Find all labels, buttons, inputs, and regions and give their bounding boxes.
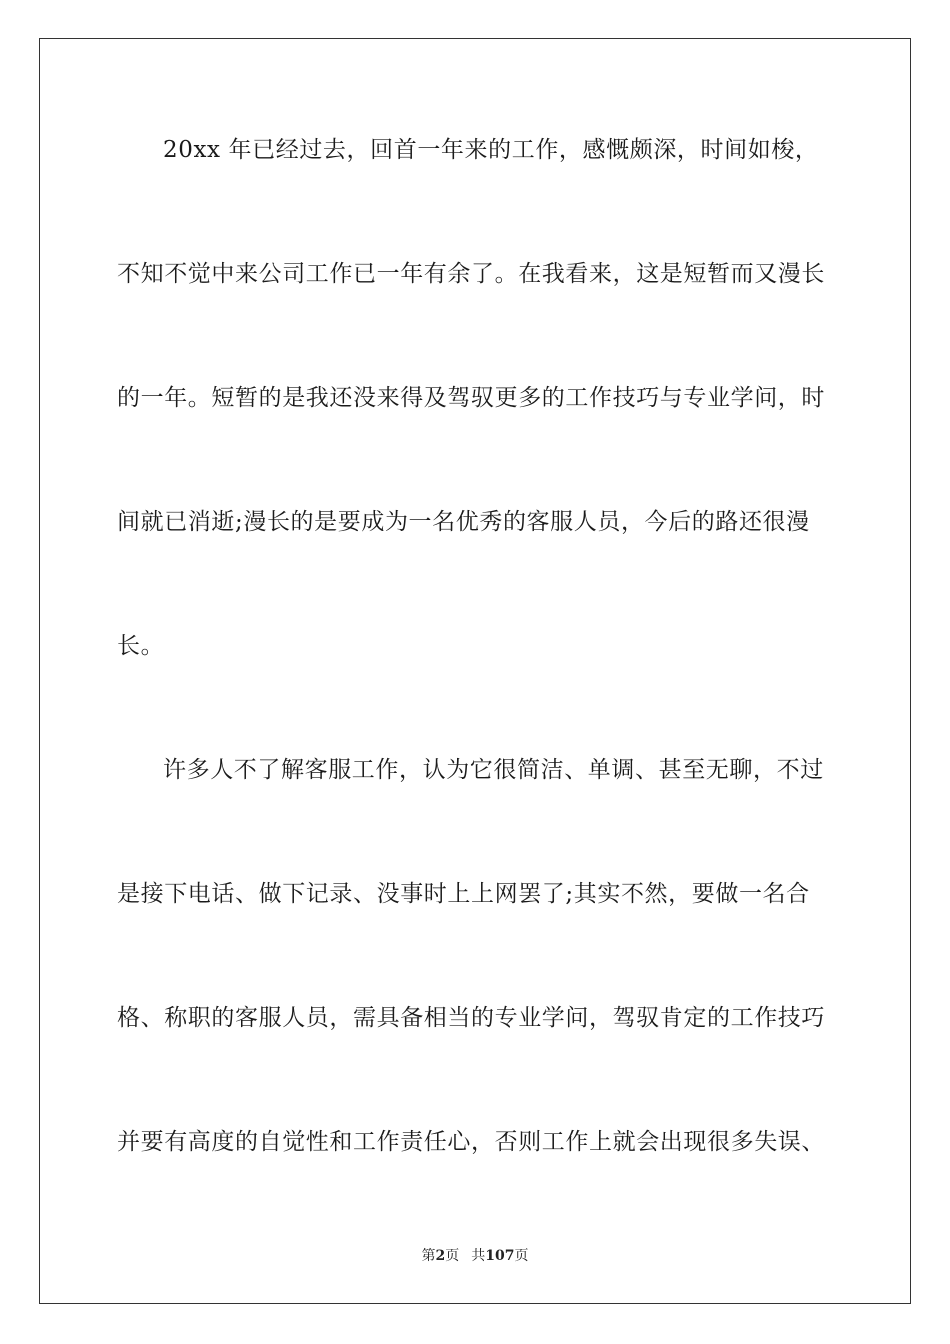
paragraph-2-line-2: 是接下电话、做下记录、没事时上上网罢了;其实不然，要做一名合 [117,881,810,907]
page-current: 2 [435,1248,446,1264]
paragraph-2-line-3: 格、称职的客服人员，需具备相当的专业学问，驾驭肯定的工作技巧 [117,1005,825,1031]
page-footer [0,1247,950,1265]
paragraph-2-line-4: 并要有高度的自觉性和工作责任心，否则工作上就会出现很多失误、 [117,1129,825,1155]
page-prefix: 第 [421,1248,436,1264]
paragraph-1-line-5: 长。 [117,633,165,659]
total-prefix: 共 [471,1248,486,1264]
paragraph-2-line-1: 许多人不了解客服工作，认为它很简洁、单调、甚至无聊，不过 [163,757,824,783]
total-suffix: 页 [514,1248,529,1264]
paragraph-1-line-1: 20xx 年已经过去，回首一年来的工作，感慨颇深，时间如梭， [163,137,819,163]
page-total: 107 [485,1248,515,1264]
paragraph-1-line-4: 间就已消逝;漫长的是要成为一名优秀的客服人员，今后的路还很漫 [117,509,810,535]
paragraph-1-line-2: 不知不觉中来公司工作已一年有余了。在我看来，这是短暂而又漫长 [117,261,825,287]
paragraph-1-line-3: 的一年。短暂的是我还没来得及驾驭更多的工作技巧与专业学问，时 [117,385,825,411]
page-border [39,38,911,1304]
page-suffix: 页 [445,1248,460,1264]
